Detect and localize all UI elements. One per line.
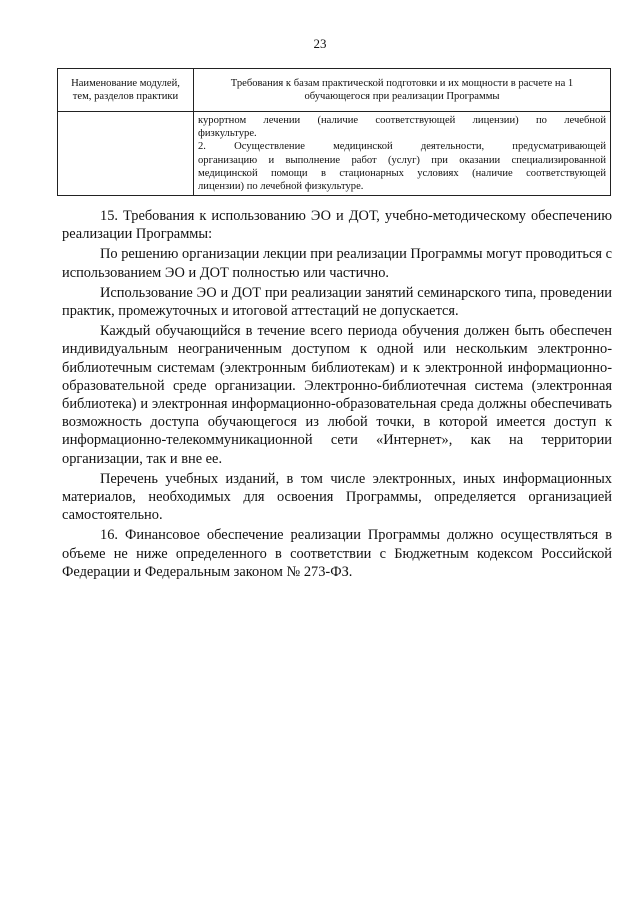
table-header-row xyxy=(58,69,611,112)
paragraph: Перечень учебных изданий, в том числе электронных, иных информационных материалов, необходимых для освоения Программы, определяется организацией самостоятельно. xyxy=(62,470,612,524)
cell-line: медицинской помощи в стационарных условиях (наличие соответствующей xyxy=(198,167,606,179)
paragraph-section-15: 15. Требования к использованию ЭО и ДОТ, учебно-методическому обеспечению реализации Программы: xyxy=(62,208,612,243)
page-number: 23 xyxy=(313,36,327,51)
paragraph-section-16: 16. Финансовое обеспечение реализации Программы должно осуществляться в объеме не ниже определенного в соответствии с Бюджетным кодексом Российской Федерации и Федеральным законом № 273-ФЗ. xyxy=(62,527,612,580)
requirements-table xyxy=(57,68,611,196)
header-requirements: Требования к базам практической подготовки и их мощности в расчете на 1 обучающегося при реализации Программы xyxy=(194,69,611,112)
cell-module-empty xyxy=(58,112,194,196)
cell-line: курортном лечении (наличие соответствующей лицензии) по лечебной xyxy=(198,115,606,126)
document-body xyxy=(62,207,612,583)
table-row xyxy=(58,112,611,196)
cell-line: лицензии) по лечебной физкультуре. xyxy=(198,181,364,193)
cell-line: физкультуре. xyxy=(198,128,257,140)
paragraph: По решению организации лекции при реализации Программы могут проводиться с использованием ЭО и ДОТ полностью или частично. xyxy=(62,246,612,281)
header-modules: Наименование модулей, тем, разделов практики xyxy=(58,69,194,112)
paragraph: Использование ЭО и ДОТ при реализации занятий семинарского типа, проведении практик, промежуточных и итоговой аттестаций не допускается. xyxy=(62,284,612,320)
cell-line: 2. Осуществление медицинской деятельности, предусматривающей xyxy=(198,141,606,153)
paragraph: Каждый обучающийся в течение всего периода обучения должен быть обеспечен индивидуальным неограниченным доступом к одной или нескольким электронно-библиотечным системам (электронным библиотекам) и к электронной информационно-образовательной среде организации. Электронно-библиотечная система (электронная библиотека) и электронная информационно-образовательная среда должны обеспечивать возможность доступа обучающегося из любой точки, в которой имеется доступ к информационно-телекоммуникационной сети «Интернет», как на территории организации, так и вне ее. xyxy=(62,323,612,467)
cell-line: организацию и выполнение работ (услуг) при оказании специализированной xyxy=(198,154,606,166)
cell-requirements xyxy=(194,112,611,196)
